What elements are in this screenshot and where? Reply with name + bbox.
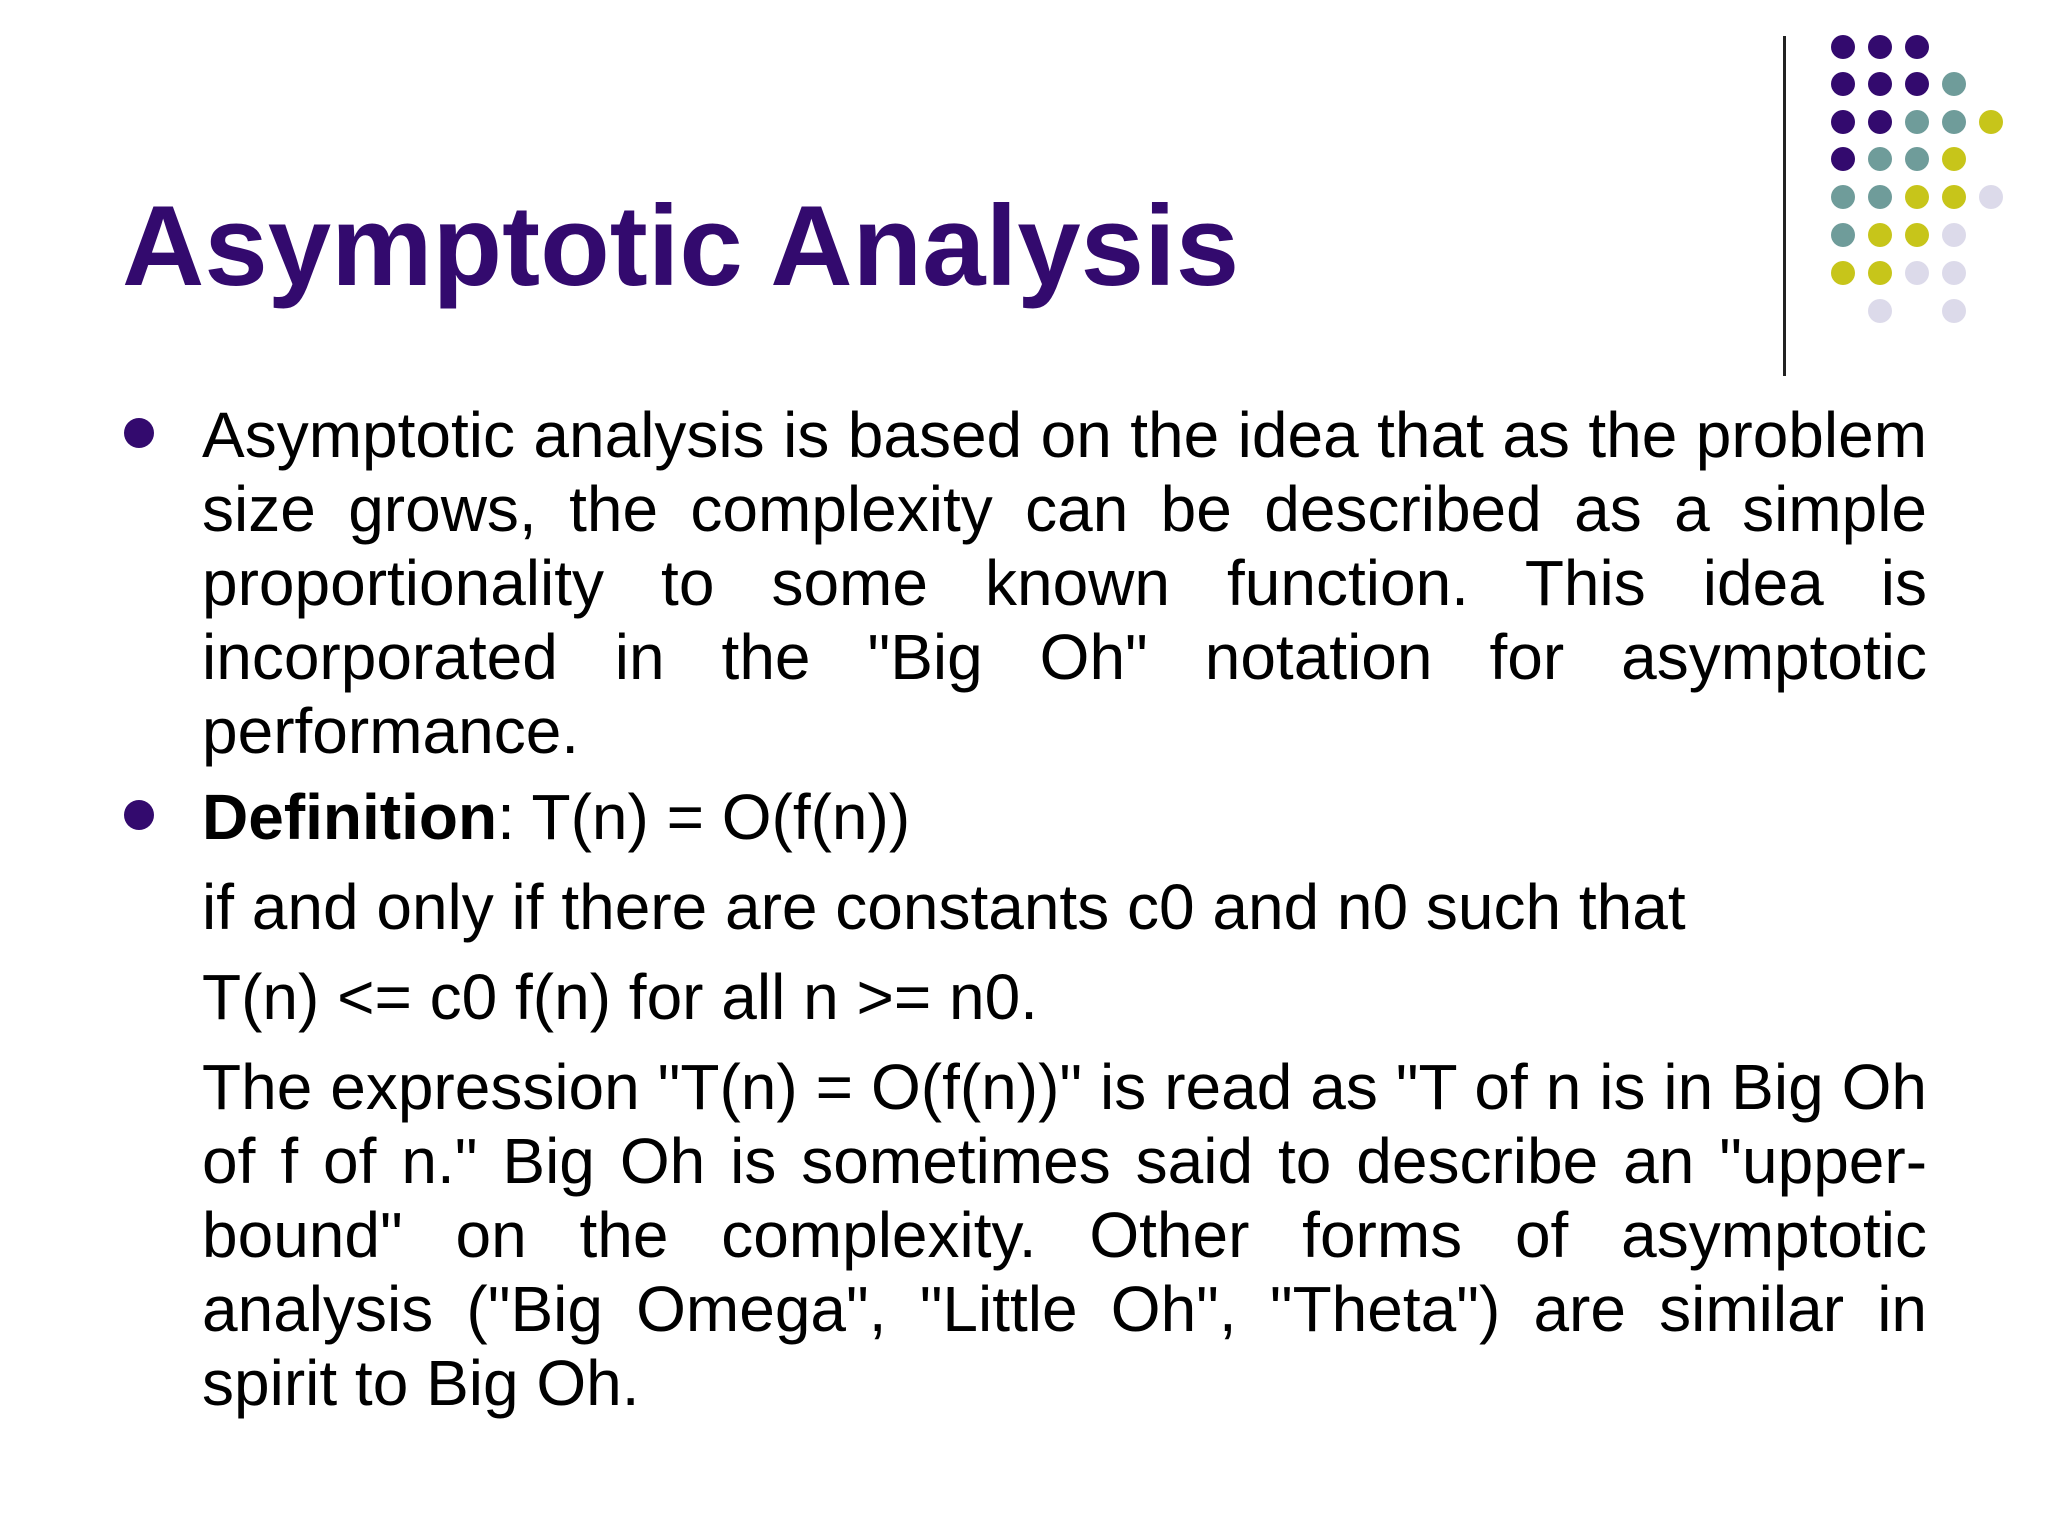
decor-dot [1831,261,1855,285]
decor-dot [1942,110,1966,134]
decor-dot [1905,147,1929,171]
inequality-line: T(n) <= c0 f(n) for all n >= n0. [202,961,1038,1033]
slide-title: Asymptotic Analysis [122,183,1240,310]
decor-dot [1942,72,1966,96]
decor-dot [1831,147,1855,171]
title-divider-line [1783,36,1786,376]
condition-line: if and only if there are constants c0 and n0 such that [202,871,1686,943]
bullet-item-2 [122,780,1927,854]
decor-dot [1868,223,1892,247]
decor-dot [1831,72,1855,96]
decor-dot [1942,261,1966,285]
decor-dot [1868,110,1892,134]
decor-dot [1905,223,1929,247]
decor-dot [1942,147,1966,171]
definition-formula: : T(n) = O(f(n)) [497,781,911,853]
expression-paragraph: The expression "T(n) = O(f(n))" is read as "T of n is in Big Oh of f of n." Big Oh is sometimes said to describe an "upper-bound" on the complexity. Other forms of asymptotic analysis ("Big Omega", "Little Oh", "Theta") are similar in spirit to Big Oh. [202,1051,1927,1419]
decor-dot [1868,35,1892,59]
decor-dot [1905,72,1929,96]
bullet-1-text: Asymptotic analysis is based on the idea that as the problem size grows, the complexity can be described as a simple proportionality to some known function. This idea is incorporated in the "Big Oh" notation for asymptotic performance. [202,399,1927,767]
decor-dot [1905,261,1929,285]
decor-dot [1868,147,1892,171]
decor-dot [1979,185,2003,209]
bullet-item-1 [122,398,1927,768]
bullet-dot-icon [124,418,154,448]
decor-dot [1831,35,1855,59]
bullet-dot-icon [124,800,154,830]
decor-dot [1831,110,1855,134]
decor-dot [1868,299,1892,323]
decor-dot [1942,185,1966,209]
decor-dot [1979,110,2003,134]
definition-label: Definition [202,781,498,853]
decor-dot [1905,185,1929,209]
slide-body [122,398,1927,1420]
decor-dot [1942,223,1966,247]
decor-dot [1942,299,1966,323]
decor-dot [1868,72,1892,96]
decor-dot [1868,185,1892,209]
decor-dot [1868,261,1892,285]
decor-dot [1905,35,1929,59]
decor-dot [1905,110,1929,134]
definition-line [202,780,1927,854]
decor-dot [1831,223,1855,247]
decor-dot [1831,185,1855,209]
